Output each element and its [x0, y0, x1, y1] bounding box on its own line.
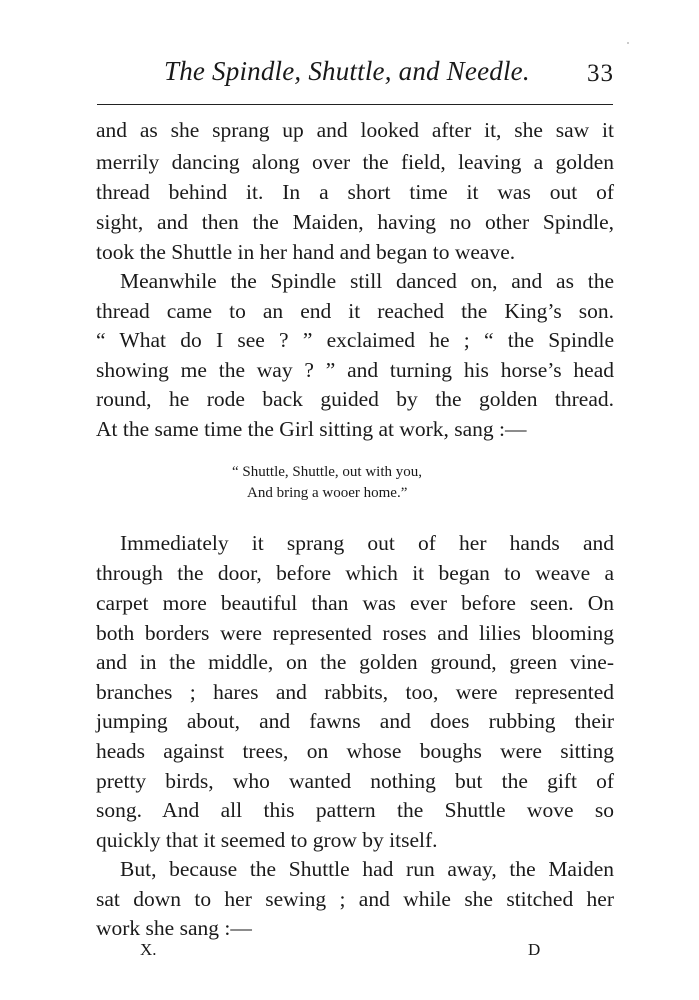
- text-line: merrily dancing along over the field, leaving a golden: [96, 150, 614, 174]
- page-speck: [627, 42, 629, 44]
- text-line: branches ; hares and rabbits, too, were represented: [96, 680, 614, 704]
- page-header: [96, 56, 614, 96]
- page-number: 33: [587, 60, 614, 87]
- text-line: Meanwhile the Spindle still danced on, and as the: [120, 269, 614, 293]
- text-line: showing me the way ? ” and turning his horse’s head: [96, 358, 614, 382]
- text-line: carpet more beautiful than was ever before seen. On: [96, 591, 614, 615]
- text-line: quickly that it seemed to grow by itself.: [96, 828, 438, 852]
- header-rule: [97, 104, 613, 105]
- text-line: and as she sprang up and looked after it, she saw it: [96, 118, 614, 142]
- text-line: both borders were represented roses and lilies blooming: [96, 621, 614, 645]
- text-line: song. And all this pattern the Shuttle wove so: [96, 798, 614, 822]
- text-line: heads against trees, on whose boughs were sitting: [96, 739, 614, 763]
- text-line: jumping about, and fawns and does rubbing their: [96, 709, 614, 733]
- verse-line: And bring a wooer home.”: [247, 485, 408, 501]
- text-line: round, he rode back guided by the golden thread.: [96, 387, 614, 411]
- text-line: At the same time the Girl sitting at work, sang :—: [96, 417, 527, 441]
- text-line: sat down to her sewing ; and while she stitched her: [96, 887, 614, 911]
- text-line: thread behind it. In a short time it was out of: [96, 180, 614, 204]
- text-line: thread came to an end it reached the King’s son.: [96, 299, 614, 323]
- text-line: “ What do I see ? ” exclaimed he ; “ the Spindle: [96, 328, 614, 352]
- signature-mark-right: D: [528, 940, 541, 959]
- verse-line: “ Shuttle, Shuttle, out with you,: [232, 464, 422, 480]
- text-line: and in the middle, on the golden ground, green vine-: [96, 650, 614, 674]
- text-line: took the Shuttle in her hand and began to weave.: [96, 240, 516, 264]
- text-line: sight, and then the Maiden, having no other Spindle,: [96, 210, 614, 234]
- text-line: But, because the Shuttle had run away, the Maiden: [120, 857, 614, 881]
- signature-mark-left: X.: [140, 940, 157, 959]
- text-line: through the door, before which it began to weave a: [96, 561, 614, 585]
- text-line: pretty birds, who wanted nothing but the gift of: [96, 769, 614, 793]
- running-title: The Spindle, Shuttle, and Needle.: [164, 56, 530, 86]
- text-line: Immediately it sprang out of her hands and: [120, 531, 614, 555]
- text-line: work she sang :—: [96, 916, 252, 940]
